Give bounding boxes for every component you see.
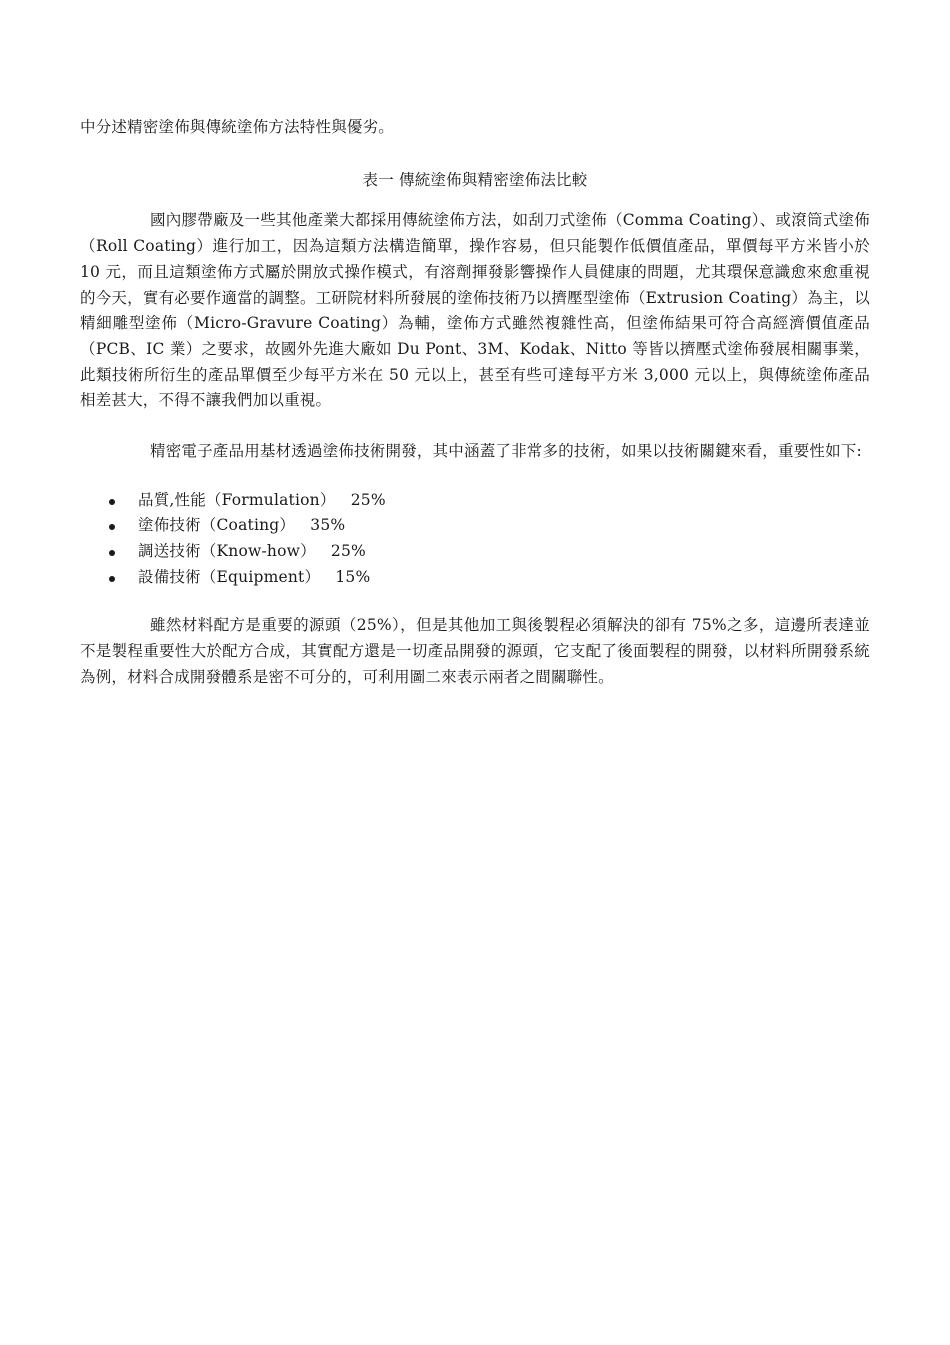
intro-line: 中分述精密塗佈與傳統塗佈方法特性與優劣。 — [80, 118, 395, 136]
list-item-label: 塗佈技術（Coating） — [138, 516, 296, 535]
importance-list — [80, 488, 870, 591]
list-item — [80, 565, 870, 591]
list-item — [80, 488, 870, 514]
list-item-label: 調送技術（Know-how） — [138, 542, 316, 561]
paragraph-formulation-importance: 雖然材料配方是重要的源頭（25%），但是其他加工與後製程必須解決的卻有 75%之多，這邊所表達並不是製程重要性大於配方合成，其實配方還是一切產品開發的源頭，它支配了後面製程的開發，以材料所開發系統為例，材料合成開發體系是密不可分的，可利用圖二來表示兩者之間關聯性。 — [80, 616, 870, 686]
list-item — [80, 513, 870, 539]
list-item-percent: 15% — [335, 567, 371, 586]
list-item-label: 設備技術（Equipment） — [138, 567, 321, 586]
list-item — [80, 539, 870, 565]
bullet-icon — [109, 550, 115, 556]
list-item-percent: 25% — [350, 490, 386, 509]
table-caption: 表一 傳統塗佈與精密塗佈法比較 — [362, 170, 588, 189]
paragraph-key-technologies: 精密電子產品用基材透過塗佈技術開發，其中涵蓋了非常多的技術，如果以技術關鍵來看，重要性如下: — [150, 442, 862, 461]
bullet-icon — [109, 499, 115, 505]
paragraph-coating-methods: 國內膠帶廠及一些其他產業大都採用傳統塗佈方法，如刮刀式塗佈（Comma Coating）、或滾筒式塗佈（Roll Coating）進行加工，因為這類方法構造簡單，操作容易，但只能製作低價值產品，單價每平方米皆小於 10 元，而且這類塗佈方式屬於開放式操作模式，有溶劑揮發影響操作人員健康的問題，尤其環保意識愈來愈重視的今天，實有必要作適當的調整。工研院材料所發展的塗佈技術乃以擠壓型塗佈（Extrusion Coating）為主，以精細雕型塗佈（Micro-Gravure Coating）為輔，塗佈方式雖然複雜性高，但塗佈結果可符合高經濟價值產品（PCB、IC 業）之要求，故國外先進大廠如 Du Pont、3M、Kodak、Nitto 等皆以擠壓式塗佈發展相關事業，此類技術所衍生的產品單價至少每平方米在 50 元以上，甚至有些可達每平方米 3,000 元以上，與傳統塗佈產品相差甚大，不得不讓我們加以重視。 — [80, 211, 870, 410]
document-page — [80, 115, 870, 691]
bullet-icon — [109, 524, 115, 530]
list-item-percent: 25% — [330, 542, 366, 561]
bullet-icon — [109, 576, 115, 582]
list-item-label: 品質,性能（Formulation） — [138, 490, 336, 509]
list-item-percent: 35% — [310, 516, 346, 535]
